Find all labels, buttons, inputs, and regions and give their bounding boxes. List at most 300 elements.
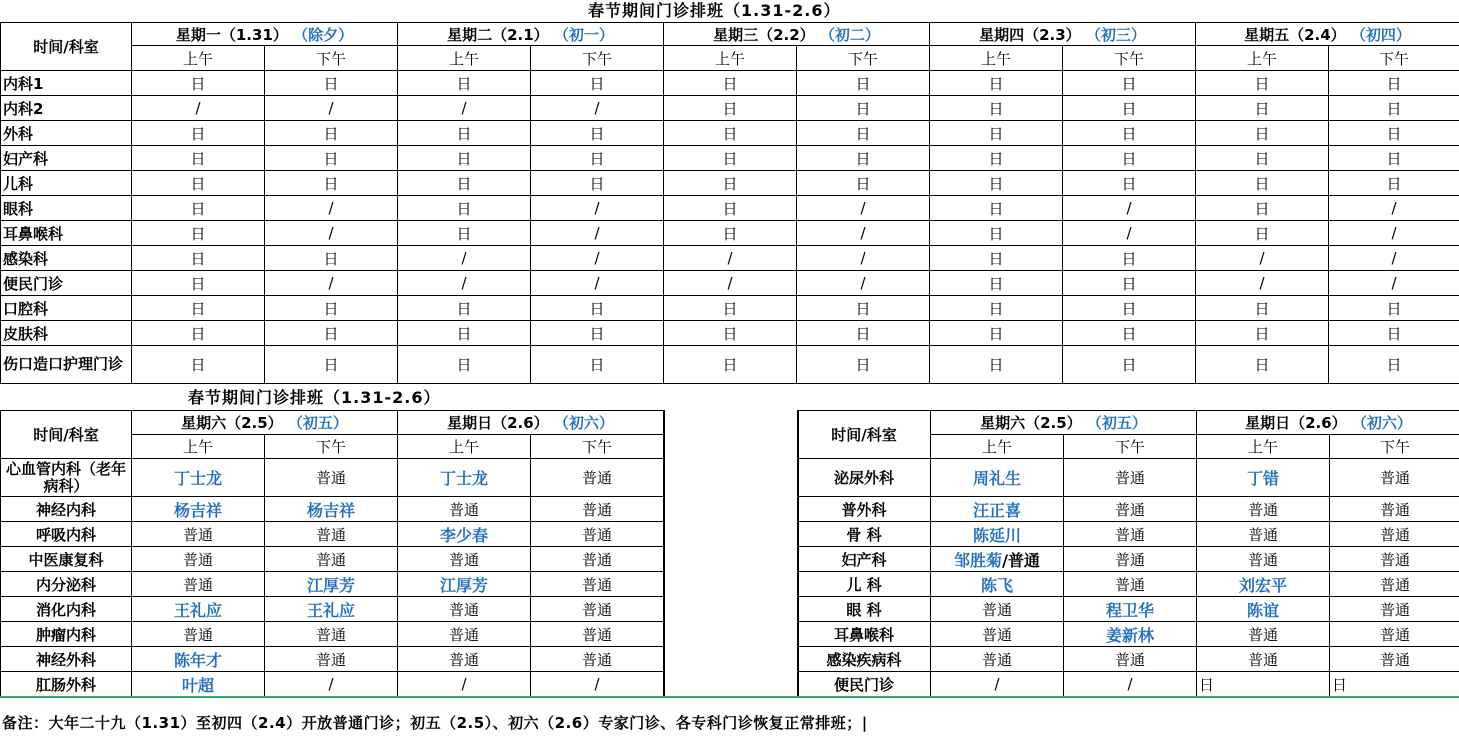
schedule-cell[interactable]: / (797, 221, 930, 246)
schedule-cell[interactable]: 日 (398, 171, 531, 196)
schedule-cell[interactable]: 日 (930, 121, 1063, 146)
schedule-cell[interactable]: 日 (930, 246, 1063, 271)
schedule-cell[interactable]: 日 (132, 71, 265, 96)
schedule-cell[interactable]: 日 (531, 346, 664, 384)
schedule-cell[interactable]: / (1329, 271, 1459, 296)
schedule-cell[interactable]: 陈谊 (1197, 597, 1330, 622)
table-row (1, 146, 1459, 171)
schedule-cell[interactable]: 程卫华 (1064, 597, 1197, 622)
table-row (1, 296, 1459, 321)
dept-cell[interactable]: 妇产科 (798, 547, 931, 572)
schedule-cell[interactable]: 日 (797, 321, 930, 346)
table-row (1, 196, 1459, 221)
schedule-cell[interactable]: / (265, 221, 398, 246)
schedule-cell[interactable]: 日 (930, 221, 1063, 246)
schedule-cell[interactable]: 叶超 (132, 672, 265, 697)
dept-cell[interactable]: 眼科 (1, 196, 132, 221)
schedule-cell[interactable]: 日 (132, 296, 265, 321)
dept-cell[interactable]: 外科 (1, 121, 132, 146)
pm-header[interactable]: 下午 (265, 46, 398, 71)
schedule-cell[interactable]: 日 (797, 96, 930, 121)
schedule-cell[interactable]: 普通 (1064, 497, 1197, 522)
schedule-cell[interactable]: 普通 (1330, 647, 1459, 672)
header-row (1, 23, 1459, 46)
schedule-cell[interactable]: 日 (664, 321, 797, 346)
schedule-cell[interactable]: 普通 (265, 647, 398, 672)
schedule-cell[interactable]: 日 (664, 121, 797, 146)
schedule-cell[interactable]: 普通 (1330, 597, 1459, 622)
pm-header[interactable]: 下午 (1064, 435, 1197, 459)
dept-cell[interactable]: 耳鼻喉科 (1, 221, 132, 246)
footnote: 备注：大年二十九（1.31）至初四（2.4）开放普通门诊；初五（2.5）、初六（2.6）专家门诊、各专科门诊恢复正常排班；| (2, 714, 868, 732)
schedule-cell[interactable]: 日 (930, 196, 1063, 221)
pm-header[interactable]: 下午 (531, 46, 664, 71)
schedule-cell[interactable]: 丁错 (1197, 459, 1330, 497)
schedule-cell[interactable]: 普通 (531, 597, 664, 622)
schedule-cell[interactable]: 普通 (1197, 497, 1330, 522)
schedule-cell[interactable] (931, 547, 1064, 572)
schedule-cell[interactable]: 普通 (1197, 522, 1330, 547)
schedule-cell[interactable]: / (265, 672, 398, 697)
schedule-cell[interactable]: 日 (265, 321, 398, 346)
dept-cell[interactable]: 伤口造口护理门诊 (1, 346, 132, 384)
schedule-cell[interactable]: / (531, 96, 664, 121)
corner-cell[interactable]: 时间/科室 (798, 411, 931, 459)
schedule-cell[interactable]: 日 (398, 121, 531, 146)
schedule-cell[interactable]: 日 (664, 296, 797, 321)
day-label: 星期五（2.4） (1244, 25, 1346, 44)
schedule-cell[interactable]: 普通 (531, 622, 664, 647)
schedule-cell[interactable]: 日 (1063, 71, 1196, 96)
schedule-cell[interactable]: 日 (531, 121, 664, 146)
schedule-cell[interactable]: 日 (1329, 346, 1459, 384)
schedule-cell[interactable]: 日 (531, 71, 664, 96)
dept-cell[interactable]: 感染疾病科 (798, 647, 931, 672)
schedule-cell[interactable]: 日 (1329, 296, 1459, 321)
schedule-cell[interactable]: 日 (664, 221, 797, 246)
table-row (798, 647, 1459, 672)
schedule-cell[interactable]: 普通 (931, 622, 1064, 647)
am-header[interactable]: 上午 (930, 46, 1063, 71)
schedule-cell[interactable]: 日 (132, 146, 265, 171)
schedule-cell[interactable]: 普通 (531, 522, 664, 547)
schedule-cell[interactable]: 日 (398, 196, 531, 221)
subheader-row (1, 46, 1459, 71)
schedule-cell[interactable]: 普通 (531, 572, 664, 597)
schedule-cell[interactable]: 刘宏平 (1197, 572, 1330, 597)
schedule-cell[interactable]: 日 (398, 296, 531, 321)
schedule-cell[interactable]: 江厚芳 (265, 572, 398, 597)
schedule-cell[interactable]: / (265, 271, 398, 296)
dept-cell[interactable]: 泌尿外科 (798, 459, 931, 497)
schedule-cell[interactable]: 普通 (1330, 522, 1459, 547)
schedule-cell[interactable]: 日 (797, 296, 930, 321)
schedule-cell[interactable]: 普通 (931, 647, 1064, 672)
schedule-cell[interactable]: 日 (1063, 96, 1196, 121)
schedule-cell[interactable]: 汪正喜 (931, 497, 1064, 522)
schedule-cell[interactable]: 普通 (531, 547, 664, 572)
schedule-cell[interactable]: 日 (1196, 221, 1329, 246)
dept-cell[interactable]: 内科2 (1, 96, 132, 121)
dept-cell[interactable]: 内分泌科 (1, 572, 132, 597)
dept-cell[interactable]: 儿 科 (798, 572, 931, 597)
schedule-cell[interactable]: 日 (265, 246, 398, 271)
schedule-cell[interactable]: 日 (1063, 271, 1196, 296)
schedule-cell[interactable]: 日 (132, 271, 265, 296)
schedule-cell[interactable]: 日 (1197, 672, 1330, 697)
schedule-cell[interactable]: 日 (664, 71, 797, 96)
schedule-cell[interactable]: / (1329, 196, 1459, 221)
schedule-cell[interactable]: 日 (1063, 321, 1196, 346)
schedule-cell[interactable]: / (398, 96, 531, 121)
schedule-cell[interactable]: 日 (132, 221, 265, 246)
schedule-cell[interactable]: 日 (1196, 146, 1329, 171)
table-row (1, 459, 664, 497)
table-row (1, 597, 664, 622)
schedule-cell[interactable]: 日 (930, 321, 1063, 346)
dept-cell[interactable]: 便民门诊 (798, 672, 931, 697)
schedule-cell[interactable]: / (664, 246, 797, 271)
schedule-cell[interactable]: 日 (1329, 171, 1459, 196)
schedule-cell[interactable]: 普通 (1330, 547, 1459, 572)
table-row (1, 271, 1459, 296)
schedule-cell[interactable]: / (531, 271, 664, 296)
day-label: 星期三（2.2） (713, 25, 815, 44)
dept-cell[interactable]: 中医康复科 (1, 547, 132, 572)
schedule-cell[interactable]: 日 (1196, 321, 1329, 346)
schedule-cell[interactable]: 日 (132, 321, 265, 346)
schedule-cell[interactable]: 日 (265, 71, 398, 96)
schedule-cell[interactable]: 普通 (398, 547, 531, 572)
schedule-cell[interactable]: 日 (1063, 146, 1196, 171)
schedule-cell[interactable]: 日 (664, 146, 797, 171)
dept-cell[interactable]: 眼 科 (798, 597, 931, 622)
table-row (798, 459, 1459, 497)
day-header[interactable] (398, 411, 664, 435)
schedule-cell[interactable]: 日 (531, 321, 664, 346)
dept-cell[interactable]: 心血管内科（老年病科） (1, 459, 132, 497)
schedule-cell[interactable]: / (1063, 196, 1196, 221)
day-label: 星期日（2.6） (447, 414, 549, 432)
schedule-cell[interactable]: 日 (265, 121, 398, 146)
schedule-cell[interactable]: / (1329, 246, 1459, 271)
table-row (798, 672, 1459, 697)
table-row (1, 547, 664, 572)
schedule-cell[interactable]: / (1329, 221, 1459, 246)
schedule-cell[interactable]: 日 (132, 346, 265, 384)
general-label: /普通 (1002, 550, 1040, 570)
bottom-title: 春节期间门诊排班（1.31-2.6） (188, 388, 441, 407)
schedule-cell[interactable]: 日 (930, 71, 1063, 96)
day-label: 星期二（2.1） (447, 25, 549, 44)
day-header[interactable] (398, 23, 664, 46)
dept-cell[interactable]: 骨 科 (798, 522, 931, 547)
schedule-cell[interactable]: 普通 (132, 522, 265, 547)
day-header[interactable] (1196, 23, 1459, 46)
schedule-cell[interactable]: 日 (930, 146, 1063, 171)
schedule-cell[interactable]: 日 (132, 246, 265, 271)
schedule-cell[interactable]: 日 (1063, 246, 1196, 271)
day-note: （初五） (282, 414, 348, 432)
schedule-cell[interactable]: 普通 (398, 647, 531, 672)
schedule-cell[interactable]: 日 (797, 346, 930, 384)
table-row (1, 121, 1459, 146)
schedule-cell[interactable]: 日 (930, 271, 1063, 296)
schedule-cell[interactable]: 普通 (265, 622, 398, 647)
schedule-cell[interactable]: 普通 (1330, 622, 1459, 647)
am-header[interactable]: 上午 (398, 435, 531, 459)
schedule-cell[interactable]: 陈延川 (931, 522, 1064, 547)
day-header[interactable] (930, 23, 1196, 46)
schedule-cell[interactable]: 普通 (265, 547, 398, 572)
schedule-cell[interactable]: 普通 (1197, 622, 1330, 647)
schedule-cell[interactable]: / (398, 271, 531, 296)
schedule-cell[interactable]: 普通 (132, 572, 265, 597)
dept-cell[interactable]: 神经内科 (1, 497, 132, 522)
day-label: 星期六（2.5） (181, 414, 283, 432)
am-header[interactable]: 上午 (664, 46, 797, 71)
schedule-cell[interactable]: 日 (265, 171, 398, 196)
day-header[interactable] (931, 411, 1197, 435)
schedule-cell[interactable]: / (1196, 246, 1329, 271)
schedule-cell[interactable]: 周礼生 (931, 459, 1064, 497)
schedule-cell[interactable]: / (797, 271, 930, 296)
am-header[interactable]: 上午 (398, 46, 531, 71)
pm-header[interactable]: 下午 (1329, 46, 1459, 71)
dept-cell[interactable]: 神经外科 (1, 647, 132, 672)
schedule-cell[interactable]: 普通 (1197, 647, 1330, 672)
schedule-cell[interactable]: 普通 (398, 497, 531, 522)
schedule-cell[interactable]: 日 (398, 71, 531, 96)
day-note: （初四） (1345, 25, 1411, 44)
schedule-cell[interactable]: 普通 (132, 547, 265, 572)
schedule-cell[interactable]: 日 (398, 221, 531, 246)
schedule-cell[interactable]: 日 (398, 346, 531, 384)
schedule-cell[interactable]: 日 (1329, 146, 1459, 171)
day-note: （初五） (1081, 414, 1147, 432)
schedule-cell[interactable]: / (664, 271, 797, 296)
schedule-cell[interactable]: 日 (664, 346, 797, 384)
dept-cell[interactable]: 口腔科 (1, 296, 132, 321)
schedule-cell[interactable]: 日 (664, 171, 797, 196)
schedule-cell[interactable]: 日 (1329, 121, 1459, 146)
schedule-cell[interactable]: / (531, 196, 664, 221)
schedule-cell[interactable]: 日 (1063, 171, 1196, 196)
schedule-cell[interactable]: 普通 (1197, 547, 1330, 572)
day-header[interactable] (1197, 411, 1459, 435)
schedule-cell[interactable]: / (797, 196, 930, 221)
schedule-cell[interactable]: 普通 (1064, 547, 1197, 572)
schedule-cell[interactable]: 普通 (1064, 572, 1197, 597)
pm-header[interactable]: 下午 (797, 46, 930, 71)
pm-header[interactable]: 下午 (531, 435, 664, 459)
schedule-cell[interactable]: 日 (531, 171, 664, 196)
schedule-cell[interactable]: 日 (1196, 346, 1329, 384)
schedule-cell[interactable]: 杨吉祥 (265, 497, 398, 522)
day-header[interactable] (664, 23, 930, 46)
schedule-cell[interactable]: 陈年才 (132, 647, 265, 672)
schedule-cell[interactable]: / (398, 246, 531, 271)
schedule-cell[interactable]: 日 (132, 196, 265, 221)
schedule-cell[interactable]: / (1196, 271, 1329, 296)
am-header[interactable]: 上午 (132, 46, 265, 71)
schedule-cell[interactable]: 普通 (398, 597, 531, 622)
am-header[interactable]: 上午 (132, 435, 265, 459)
schedule-cell[interactable]: 丁士龙 (398, 459, 531, 497)
schedule-cell[interactable]: 日 (531, 146, 664, 171)
schedule-cell[interactable]: 陈飞 (931, 572, 1064, 597)
schedule-cell[interactable]: 普通 (1064, 459, 1197, 497)
schedule-cell[interactable]: 普通 (931, 597, 1064, 622)
schedule-cell[interactable]: 普通 (132, 622, 265, 647)
schedule-cell[interactable]: 日 (664, 96, 797, 121)
schedule-cell[interactable]: 日 (1063, 121, 1196, 146)
schedule-cell[interactable]: 日 (797, 121, 930, 146)
table-row (1, 221, 1459, 246)
schedule-cell[interactable]: 日 (531, 296, 664, 321)
schedule-cell[interactable]: 日 (930, 96, 1063, 121)
schedule-cell[interactable]: 日 (930, 346, 1063, 384)
corner-cell[interactable]: 时间/科室 (1, 23, 132, 71)
dept-cell[interactable]: 呼吸内科 (1, 522, 132, 547)
schedule-cell[interactable]: 普通 (265, 522, 398, 547)
day-label: 星期四（2.3） (979, 25, 1081, 44)
blank-gap (664, 410, 799, 697)
schedule-cell[interactable]: / (265, 96, 398, 121)
schedule-cell[interactable]: / (531, 221, 664, 246)
day-header[interactable] (132, 23, 398, 46)
schedule-cell[interactable]: 日 (1329, 321, 1459, 346)
schedule-cell[interactable]: / (531, 672, 664, 697)
schedule-cell[interactable]: / (265, 196, 398, 221)
dept-cell[interactable]: 内科1 (1, 71, 132, 96)
schedule-cell[interactable]: 日 (398, 146, 531, 171)
schedule-cell[interactable]: 普通 (1330, 459, 1459, 497)
schedule-cell[interactable]: 王礼应 (265, 597, 398, 622)
schedule-cell[interactable]: / (398, 672, 531, 697)
dept-cell[interactable]: 妇产科 (1, 146, 132, 171)
schedule-cell[interactable]: 普通 (265, 459, 398, 497)
schedule-cell[interactable]: 日 (265, 296, 398, 321)
schedule-cell[interactable]: 普通 (1064, 647, 1197, 672)
schedule-cell[interactable]: / (1063, 221, 1196, 246)
am-header[interactable]: 上午 (1196, 46, 1329, 71)
table-row (1, 71, 1459, 96)
dept-cell[interactable]: 肿瘤内科 (1, 622, 132, 647)
am-header[interactable]: 上午 (931, 435, 1064, 459)
schedule-cell[interactable]: 日 (1196, 96, 1329, 121)
schedule-cell[interactable]: 日 (1329, 96, 1459, 121)
schedule-cell[interactable]: 普通 (1330, 497, 1459, 522)
top-title: 春节期间门诊排班（1.31-2.6） (588, 1, 841, 20)
schedule-cell[interactable]: 日 (1063, 346, 1196, 384)
schedule-cell[interactable]: 普通 (398, 622, 531, 647)
day-note: （初六） (548, 414, 614, 432)
schedule-cell[interactable]: 日 (664, 196, 797, 221)
schedule-cell[interactable]: 丁士龙 (132, 459, 265, 497)
schedule-cell[interactable]: 日 (1196, 296, 1329, 321)
schedule-cell[interactable]: / (1064, 672, 1197, 697)
dept-cell[interactable]: 便民门诊 (1, 271, 132, 296)
schedule-cell[interactable]: 日 (265, 146, 398, 171)
day-note: （除夕） (287, 25, 354, 44)
schedule-cell[interactable]: 日 (1063, 296, 1196, 321)
schedule-cell[interactable]: 江厚芳 (398, 572, 531, 597)
schedule-cell[interactable]: 姜新林 (1064, 622, 1197, 647)
schedule-cell[interactable]: 日 (1196, 196, 1329, 221)
schedule-cell[interactable]: 普通 (1064, 522, 1197, 547)
schedule-cell[interactable]: 普通 (531, 497, 664, 522)
day-header[interactable] (132, 411, 398, 435)
schedule-cell[interactable]: 日 (797, 71, 930, 96)
table-row (1, 672, 664, 697)
day-note: （初三） (1080, 25, 1146, 44)
table-row (1, 96, 1459, 121)
dept-cell[interactable]: 感染科 (1, 246, 132, 271)
am-header[interactable]: 上午 (1197, 435, 1330, 459)
schedule-cell[interactable]: 李少春 (398, 522, 531, 547)
schedule-cell[interactable]: / (132, 96, 265, 121)
dept-cell[interactable]: 耳鼻喉科 (798, 622, 931, 647)
table-row (1, 346, 1459, 384)
day-label: 星期六（2.5） (980, 414, 1082, 432)
bottom-right-table (797, 410, 1459, 697)
top-schedule-table (0, 22, 1459, 384)
dept-cell[interactable]: 普外科 (798, 497, 931, 522)
schedule-cell[interactable]: 杨吉祥 (132, 497, 265, 522)
schedule-cell[interactable]: 日 (1196, 171, 1329, 196)
bottom-left-table (0, 410, 664, 697)
corner-cell[interactable]: 时间/科室 (1, 411, 132, 459)
schedule-cell[interactable]: 日 (930, 171, 1063, 196)
dept-cell[interactable]: 消化内科 (1, 597, 132, 622)
table-row (798, 547, 1459, 572)
dept-cell[interactable]: 肛肠外科 (1, 672, 132, 697)
schedule-cell[interactable]: 日 (132, 171, 265, 196)
schedule-cell[interactable]: / (931, 672, 1064, 697)
schedule-cell[interactable]: 日 (265, 346, 398, 384)
schedule-cell[interactable]: 日 (1330, 672, 1459, 697)
schedule-cell[interactable]: 日 (797, 146, 930, 171)
dept-cell[interactable]: 皮肤科 (1, 321, 132, 346)
schedule-cell[interactable]: 日 (930, 296, 1063, 321)
schedule-cell[interactable]: 日 (1196, 121, 1329, 146)
pm-header[interactable]: 下午 (1063, 46, 1196, 71)
schedule-cell[interactable]: 日 (132, 121, 265, 146)
schedule-cell[interactable]: 日 (398, 321, 531, 346)
table-row (1, 622, 664, 647)
table-row (1, 171, 1459, 196)
schedule-cell[interactable]: 普通 (531, 647, 664, 672)
schedule-cell[interactable]: 王礼应 (132, 597, 265, 622)
table-row (798, 622, 1459, 647)
schedule-cell[interactable]: 普通 (1330, 572, 1459, 597)
schedule-cell[interactable]: 日 (797, 171, 930, 196)
table-row (798, 522, 1459, 547)
table-row (1, 572, 664, 597)
schedule-cell[interactable]: 日 (1196, 71, 1329, 96)
dept-cell[interactable]: 儿科 (1, 171, 132, 196)
schedule-cell[interactable]: / (797, 246, 930, 271)
schedule-cell[interactable]: / (531, 246, 664, 271)
table-row (798, 597, 1459, 622)
schedule-cell[interactable]: 日 (1329, 71, 1459, 96)
header-row (1, 411, 664, 435)
pm-header[interactable]: 下午 (265, 435, 398, 459)
pm-header[interactable]: 下午 (1330, 435, 1459, 459)
day-note: （初二） (814, 25, 880, 44)
schedule-cell[interactable]: 普通 (531, 459, 664, 497)
